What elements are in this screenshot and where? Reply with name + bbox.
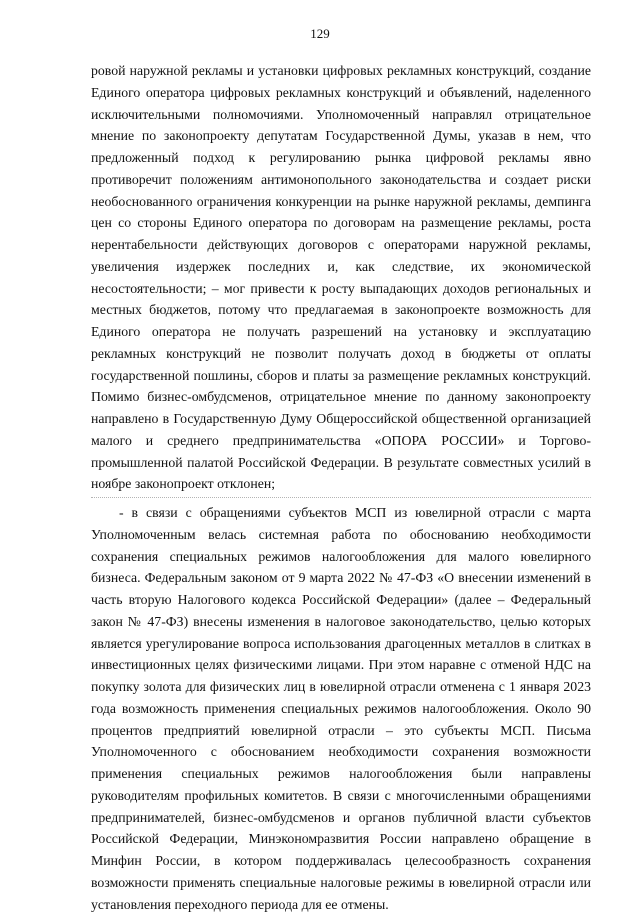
paragraph-divider [91,497,591,498]
paragraph-jewelry: - в связи с обращениями субъектов МСП из ювелирной отрасли с марта Уполномоченным велась системная работа по обоснованию необходимости сохранения специальных режимов налогообложения для малого ювелирного бизнеса. Федеральным законом от 9 марта 2022 № 47-ФЗ «О внесении изменений в часть вторую Налогового кодекса Российской Федерации» (далее – Федеральный закон № 47-ФЗ) внесены изменения в налоговое законодательство, целью которых является урегулирование вопроса использования драгоценных металлов в слитках в инвестиционных целях физическими лицами. При этом наравне с отменой НДС на покупку золота для физических лиц в ювелирной отрасли отменена с 1 января 2023 года возможность применения специальных режимов налогообложения. Около 90 процентов предприятий ювелирной отрасли – это субъекты МСП. Письма Уполномоченного с обоснованием необходимости сохранения возможности применения специальных режимов налогообложения были направлены руководителям профильных комитетов. В связи с многочисленными обращениями предпринимателей, бизнес-омбудсменов и органов публичной власти субъектов Российской Федерации, Минэкономразвития России направлено обращение в Минфин России, в котором поддерживалась целесообразность сохранения возможности применять специальные налоговые режимы в ювелирной отрасли или установления переходного периода для ее отмены. [91,505,591,912]
paragraph-advertising: ровой наружной рекламы и установки цифровых рекламных конструкций, создание Единого оператора цифровых рекламных конструкций и объявлений, наделенного исключительными полномочиями. Уполномоченный направлял отрицательное мнение по законопроекту депутатам Государственной Думы, указав в нем, что предложенный подход к регулированию рынка цифровой рекламы явно противоречит положениям антимонопольного законодательства и создает риски необоснованного ограничения конкуренции на рынке наружной рекламы, демпинга цен со стороны Единого оператора по договорам на размещение рекламы, роста нерентабельности действующих договоров с операторами наружной рекламы, увеличения издержек последних и, как следствие, их экономической несостоятельности; – мог привести к росту выпадающих доходов региональных и местных бюджетов, потому что предлагаемая в законопроекте возможность для Единого оператора не получать разрешений на установку и эксплуатацию рекламных конструкций не позволит получать доход в бюджеты от оплаты государственной пошлины, сборов и платы за размещение рекламных конструкций. Помимо бизнес-омбудсменов, отрицательное мнение по данному законопроекту направлено в Государственную Думу Общероссийской общественной организацией малого и среднего предпринимательства «ОПОРА РОССИИ» и Торгово-промышленной палатой Российской Федерации. В результате совместных усилий в ноябре законопроект отклонен; [91,63,591,492]
page-body [91,60,591,915]
page-number: 129 [310,26,330,41]
